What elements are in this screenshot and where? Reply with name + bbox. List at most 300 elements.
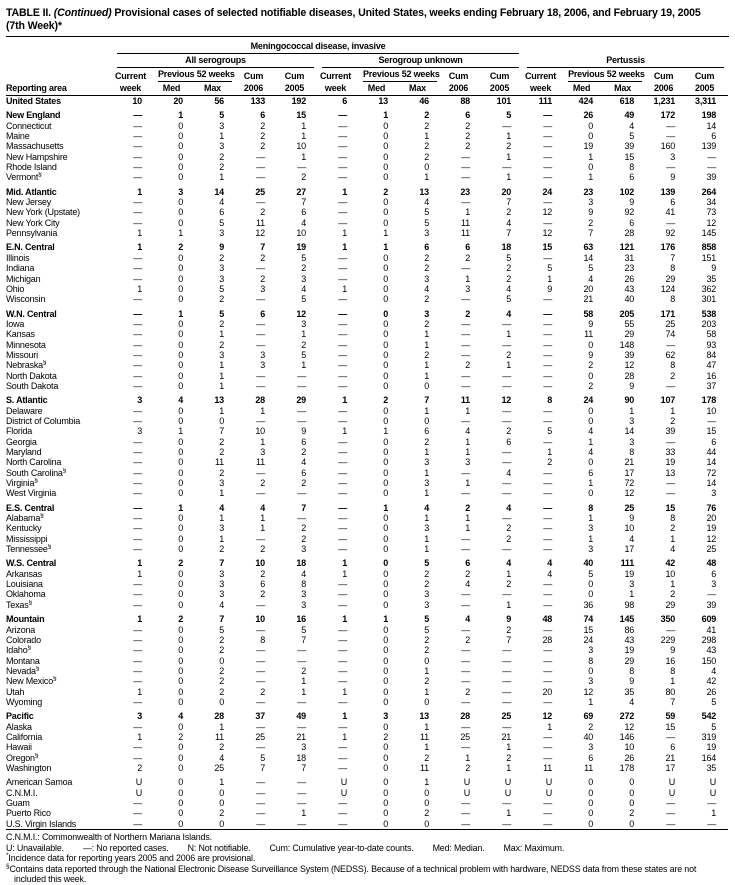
value-cell: 1	[301, 808, 306, 819]
reporting-area-cell: E.N. Central	[6, 242, 55, 253]
value-cell: 1	[424, 686, 429, 697]
value-cell: 7	[424, 395, 429, 406]
value-cell: 0	[178, 329, 183, 340]
value-cell: 12	[296, 308, 306, 319]
value-cell: —	[502, 405, 512, 416]
value-cell: 3,311	[695, 96, 717, 106]
value-cell: 14	[706, 478, 717, 489]
reporting-area-cell: California	[6, 731, 43, 742]
value-cell: 1	[670, 533, 676, 544]
value-cell: 1	[588, 172, 594, 183]
value-cell: —	[133, 752, 142, 763]
value-cell: 19	[583, 141, 594, 152]
value-cell: —	[461, 263, 470, 274]
table-row	[6, 172, 728, 182]
value-cell: 6	[260, 308, 265, 319]
value-cell: U	[463, 777, 470, 788]
value-cell: —	[338, 172, 347, 183]
value-cell: 3	[711, 579, 717, 590]
value-cell: —	[666, 380, 676, 391]
table-row	[6, 152, 728, 162]
value-cell: —	[133, 502, 142, 513]
value-cell: —	[256, 380, 265, 391]
value-cell: 1	[219, 172, 224, 183]
value-cell: —	[461, 533, 470, 544]
value-cell: 11	[215, 731, 224, 742]
value-cell: 10	[296, 141, 306, 152]
value-cell: —	[461, 329, 470, 340]
value-cell: 0	[383, 818, 388, 829]
value-cell: —	[543, 151, 553, 162]
value-cell: 29	[624, 655, 635, 666]
value-cell: 1	[506, 808, 512, 819]
reporting-area-cell: Nebraska§	[6, 360, 47, 371]
value-cell: 58	[583, 308, 594, 319]
value-cell: —	[461, 544, 470, 555]
value-cell: 2	[588, 360, 594, 371]
value-cell: 26	[706, 686, 717, 697]
value-cell: 4	[629, 533, 635, 544]
table-row	[6, 523, 728, 533]
footnote-star	[6, 853, 729, 864]
value-cell: 0	[383, 808, 388, 819]
value-cell: —	[543, 731, 553, 742]
value-cell: 145	[701, 228, 717, 239]
value-cell: 15	[583, 624, 594, 635]
value-cell: 6	[670, 197, 676, 208]
value-cell: 1	[547, 721, 553, 732]
value-cell: 0	[383, 207, 388, 218]
value-cell: 3	[588, 676, 594, 687]
value-cell: 0	[588, 579, 594, 590]
value-cell: 10	[624, 523, 635, 534]
value-cell: —	[707, 589, 717, 600]
value-cell: 15	[624, 151, 635, 162]
value-cell: 542	[701, 711, 717, 722]
reporting-area-cell: West Virginia	[6, 488, 57, 499]
value-cell: 1	[137, 731, 142, 742]
value-cell: U	[709, 777, 717, 788]
value-cell: 176	[660, 242, 676, 253]
value-cell: 0	[383, 151, 388, 162]
reporting-area-cell: South Carolina§	[6, 467, 67, 478]
value-cell: —	[133, 207, 142, 218]
value-cell: —	[297, 696, 306, 707]
table-row	[6, 218, 728, 228]
reporting-area-cell: W.N. Central	[6, 308, 57, 319]
value-cell: 0	[178, 589, 183, 600]
value-cell: 1	[178, 308, 183, 319]
value-cell: 0	[178, 207, 183, 218]
value-cell: U	[504, 787, 512, 798]
value-cell: —	[338, 110, 347, 121]
value-cell: —	[133, 415, 142, 426]
value-cell: 10	[255, 426, 265, 437]
value-cell: 69	[583, 711, 594, 722]
value-cell: —	[338, 467, 347, 478]
value-cell: —	[256, 329, 265, 340]
value-cell: 3	[424, 589, 429, 600]
value-cell: —	[543, 752, 553, 763]
value-cell: 4	[547, 568, 553, 579]
table-row	[6, 579, 728, 589]
value-cell: 145	[619, 614, 635, 625]
value-cell: —	[543, 294, 553, 305]
value-cell: 4	[219, 752, 224, 763]
table-row	[6, 569, 728, 579]
value-cell: 3	[424, 228, 429, 239]
table-row	[6, 284, 728, 294]
value-cell: 5	[711, 696, 717, 707]
value-cell: 5	[588, 263, 594, 274]
value-cell: —	[502, 339, 512, 350]
value-cell: 11	[215, 457, 224, 468]
value-cell: 0	[383, 558, 388, 569]
value-cell: —	[543, 665, 553, 676]
reporting-area-cell: Rhode Island	[6, 162, 57, 173]
value-cell: 0	[383, 624, 388, 635]
value-cell: —	[543, 131, 553, 142]
header-2005: 2005	[482, 82, 523, 96]
reporting-area-cell: South Dakota	[6, 380, 59, 391]
value-cell: 4	[711, 665, 717, 676]
value-cell: 72	[706, 467, 717, 478]
value-cell: 19	[624, 645, 635, 656]
value-cell: 29	[665, 273, 676, 284]
value-cell: 0	[588, 488, 594, 499]
value-cell: —	[543, 589, 553, 600]
value-cell: 1	[670, 579, 676, 590]
header-row-measures	[6, 68, 728, 82]
table-row	[6, 416, 728, 426]
value-cell: 1	[424, 360, 429, 371]
value-cell: 0	[588, 589, 594, 600]
value-cell: 2	[178, 558, 183, 569]
value-cell: 0	[178, 294, 183, 305]
reporting-area-cell: C.N.M.I.	[6, 787, 38, 798]
header-med: Med	[564, 82, 605, 96]
value-cell: 10	[132, 96, 142, 106]
header-current: Current	[319, 71, 352, 81]
value-cell: 4	[506, 467, 512, 478]
value-cell: 4	[629, 120, 635, 131]
reporting-area-cell: New Jersey	[6, 197, 52, 208]
value-cell: 9	[670, 645, 676, 656]
value-cell: —	[502, 318, 512, 329]
value-cell: 0	[383, 370, 388, 381]
value-cell: 0	[178, 467, 183, 478]
value-cell: —	[133, 308, 142, 319]
value-cell: —	[133, 318, 142, 329]
value-cell: 1	[465, 273, 470, 284]
value-cell: 59	[665, 711, 676, 722]
value-cell: 1	[137, 686, 142, 697]
value-cell: —	[461, 676, 470, 687]
value-cell: 0	[178, 339, 183, 350]
value-cell: 0	[629, 777, 635, 788]
value-cell: 2	[219, 339, 224, 350]
value-cell: 21	[296, 731, 306, 742]
value-cell: 5	[629, 131, 635, 142]
value-cell: 13	[419, 186, 429, 197]
value-cell: 90	[624, 395, 635, 406]
value-cell: —	[543, 318, 553, 329]
value-cell: 0	[383, 467, 388, 478]
value-cell: 0	[178, 217, 183, 228]
table-row	[6, 131, 728, 141]
value-cell: 1	[219, 370, 224, 381]
value-cell: 2	[301, 339, 306, 350]
value-cell: 7	[301, 502, 306, 513]
value-cell: 1	[301, 120, 306, 131]
value-cell: 0	[383, 318, 388, 329]
value-cell: 11	[420, 731, 429, 742]
value-cell: 0	[383, 120, 388, 131]
value-cell: 4	[547, 558, 553, 569]
value-cell: 3	[465, 283, 470, 294]
value-cell: 7	[301, 197, 306, 208]
header-cum: Cum	[489, 71, 510, 81]
value-cell: —	[133, 370, 142, 381]
header-med: Med	[359, 82, 400, 96]
value-cell: 3	[260, 447, 265, 457]
value-cell: 164	[701, 752, 717, 763]
table-row	[6, 96, 728, 107]
value-cell: 80	[665, 686, 676, 697]
value-cell: 11	[584, 329, 594, 340]
value-cell: 0	[383, 447, 388, 457]
value-cell: —	[502, 513, 512, 524]
value-cell: —	[256, 599, 265, 610]
value-cell: 39	[665, 426, 676, 437]
header-cum: Cum	[694, 71, 715, 81]
table-row	[6, 121, 728, 131]
table-row	[6, 309, 728, 319]
reporting-area-cell: Arkansas	[6, 568, 42, 579]
value-cell: 4	[588, 273, 594, 284]
value-cell: U	[340, 777, 347, 788]
value-cell: 2	[465, 120, 470, 131]
value-cell: 3	[383, 711, 388, 722]
value-cell: 25	[624, 502, 635, 513]
value-cell: 1	[424, 339, 429, 350]
value-cell: 2	[260, 207, 265, 218]
value-cell: —	[338, 360, 347, 371]
value-cell: —	[133, 523, 142, 534]
value-cell: —	[543, 599, 553, 610]
legend-item: U: Unavailable.	[6, 842, 64, 853]
value-cell: 0	[588, 457, 594, 468]
reporting-area-cell: Florida	[6, 426, 33, 437]
value-cell: 0	[383, 308, 388, 319]
reporting-area-cell: Georgia	[6, 436, 37, 447]
value-cell: 0	[383, 533, 388, 544]
value-cell: 8	[670, 263, 676, 274]
value-cell: 0	[383, 523, 388, 534]
value-cell: 0	[178, 787, 183, 798]
value-cell: —	[133, 655, 142, 666]
value-cell: 1	[383, 426, 388, 437]
value-cell: 1	[342, 558, 347, 569]
value-cell: 2	[219, 252, 224, 263]
reporting-area-cell: Texas§	[6, 599, 32, 610]
value-cell: 0	[178, 634, 183, 645]
value-cell: —	[543, 533, 553, 544]
value-cell: —	[461, 798, 470, 808]
value-cell: 1	[219, 380, 224, 391]
value-cell: 150	[701, 655, 717, 666]
value-cell: 3	[137, 395, 142, 406]
value-cell: 24	[583, 634, 594, 645]
value-cell: 0	[178, 568, 183, 579]
value-cell: —	[502, 676, 512, 687]
value-cell: 23	[583, 186, 594, 197]
value-cell: 0	[629, 798, 635, 808]
value-cell: —	[461, 818, 470, 829]
table-row	[6, 329, 728, 339]
value-cell: —	[707, 818, 717, 829]
value-cell: —	[338, 624, 347, 635]
value-cell: 1	[137, 228, 142, 239]
reporting-area-cell: Maine	[6, 131, 30, 142]
value-cell: 0	[383, 415, 388, 426]
value-cell: 0	[424, 380, 429, 391]
footnotes	[6, 832, 729, 885]
value-cell: 2	[547, 457, 553, 468]
value-cell: 2	[178, 731, 183, 742]
value-cell: 63	[583, 242, 594, 253]
value-cell: 11	[543, 762, 553, 773]
value-cell: 1	[670, 405, 676, 416]
legend-item: —: No reported cases.	[82, 842, 169, 853]
value-cell: 0	[383, 339, 388, 350]
value-cell: 11	[461, 228, 470, 239]
value-cell: 3	[219, 141, 224, 152]
value-cell: 18	[296, 558, 306, 569]
value-cell: 3	[424, 457, 429, 468]
value-cell: 16	[665, 655, 676, 666]
value-cell: 1	[301, 676, 306, 687]
value-cell: 0	[383, 131, 388, 142]
value-cell: 56	[214, 96, 224, 106]
value-cell: 3	[219, 228, 224, 239]
value-cell: 0	[588, 818, 594, 829]
value-cell: 1	[342, 568, 347, 579]
value-cell: 4	[506, 217, 512, 228]
reporting-area-cell: Puerto Rico	[6, 808, 51, 819]
value-cell: 43	[624, 283, 635, 294]
value-cell: 40	[583, 558, 594, 569]
value-cell: 178	[619, 762, 635, 773]
value-cell: —	[338, 162, 347, 173]
reporting-area-cell: United States	[6, 96, 61, 106]
value-cell: 1	[629, 589, 635, 600]
value-cell: —	[338, 762, 347, 773]
table-row	[6, 242, 728, 252]
value-cell: 35	[624, 686, 635, 697]
value-cell: 6	[260, 579, 265, 590]
value-cell: —	[543, 405, 553, 416]
value-cell: —	[502, 380, 512, 391]
value-cell: 1	[342, 283, 347, 294]
table-row	[6, 798, 728, 808]
reporting-area-cell: S. Atlantic	[6, 395, 48, 406]
value-cell: 1	[506, 568, 512, 579]
table-row	[6, 447, 728, 457]
value-cell: 5	[424, 217, 429, 228]
value-cell: 0	[383, 478, 388, 489]
value-cell: 26	[624, 273, 635, 284]
value-cell: 48	[542, 614, 553, 625]
value-cell: 7	[670, 252, 676, 263]
value-cell: 12	[542, 207, 553, 218]
value-cell: 229	[660, 634, 676, 645]
value-cell: —	[461, 808, 470, 819]
value-cell: 19	[624, 568, 635, 579]
value-cell: 3	[219, 273, 224, 284]
value-cell: 1	[465, 436, 470, 447]
value-cell: 1	[506, 742, 512, 753]
value-cell: 5	[219, 110, 224, 121]
value-cell: 0	[219, 415, 224, 426]
value-cell: —	[133, 696, 142, 707]
value-cell: 0	[383, 665, 388, 676]
value-cell: 5	[424, 614, 429, 625]
value-cell: 7	[506, 228, 512, 239]
value-cell: 1	[711, 808, 717, 819]
table-body	[6, 96, 728, 830]
value-cell: 6	[711, 436, 717, 447]
value-cell: 1	[424, 405, 429, 416]
value-cell: 0	[383, 599, 388, 610]
value-cell: 14	[214, 186, 224, 197]
value-cell: 44	[706, 447, 717, 457]
value-cell: —	[256, 655, 265, 666]
value-cell: —	[461, 488, 470, 499]
value-cell: 4	[670, 544, 676, 555]
value-cell: —	[338, 151, 347, 162]
value-cell: 0	[424, 818, 429, 829]
value-cell: —	[297, 405, 306, 416]
value-cell: 0	[424, 415, 429, 426]
value-cell: 0	[178, 544, 183, 555]
value-cell: —	[338, 798, 347, 808]
value-cell: 0	[588, 162, 594, 173]
value-cell: —	[133, 120, 142, 131]
value-cell: 298	[701, 634, 717, 645]
header-prev52: Previous 52 weeks	[359, 68, 441, 82]
header-reporting-area: Reporting area	[6, 82, 113, 96]
value-cell: 28	[255, 395, 265, 406]
value-cell: 8	[301, 579, 306, 590]
table-row	[6, 614, 728, 624]
value-cell: —	[338, 488, 347, 499]
value-cell: 0	[383, 217, 388, 228]
value-cell: —	[543, 308, 553, 319]
value-cell: —	[133, 676, 142, 687]
value-cell: 3	[301, 742, 306, 753]
value-cell: 0	[588, 339, 594, 350]
value-cell: —	[543, 544, 553, 555]
value-cell: 9	[506, 614, 512, 625]
value-cell: 8	[629, 162, 635, 173]
value-cell: —	[338, 533, 347, 544]
value-cell: 203	[701, 318, 717, 329]
value-cell: U	[504, 777, 512, 788]
value-cell: 2	[301, 665, 306, 676]
value-cell: —	[502, 655, 512, 666]
value-cell: —	[133, 742, 142, 753]
